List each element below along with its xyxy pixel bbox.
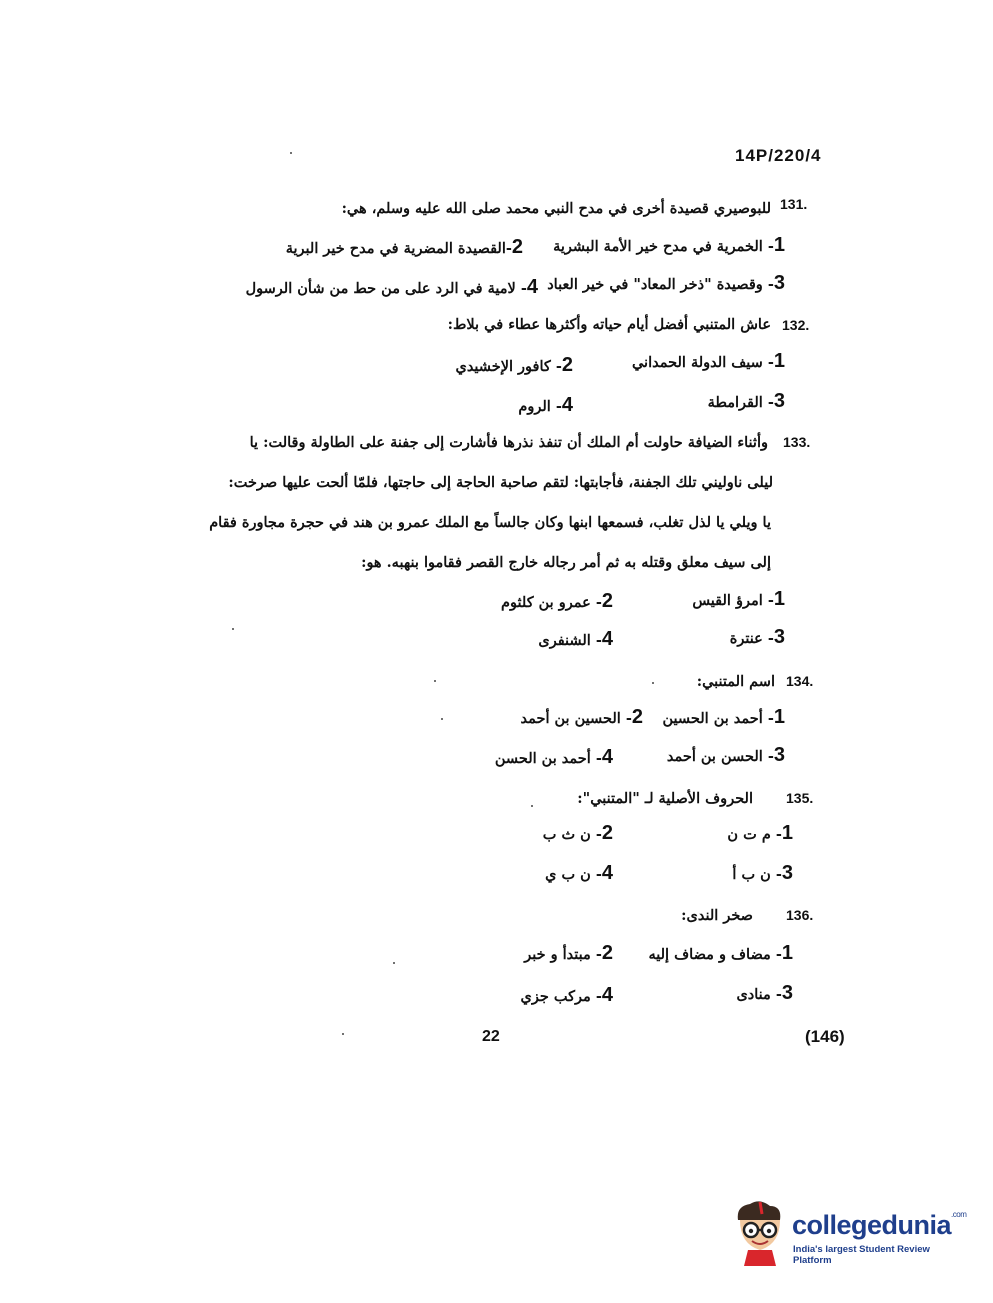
option-1: 1- مضاف و مضاف إليه	[648, 942, 793, 964]
option-3: 3- الحسن بن أحمد	[666, 744, 785, 766]
question-number: 134.	[786, 673, 814, 689]
question-number: 136.	[786, 907, 814, 923]
question-number: 133.	[783, 434, 811, 450]
option-2: 2-القصيدة المضرية في مدح خير البرية	[285, 236, 523, 258]
logo-tagline: India's largest Student Review Platform	[793, 1244, 930, 1266]
question-text-line: وأثناء الضيافة حاولت أم الملك أن تنفذ نذرها فأشارت إلى جفنة على الطاولة وقالت: يا	[249, 434, 768, 451]
scan-speck	[393, 962, 395, 964]
option-2: 2- ن ث ب	[542, 822, 613, 844]
option-3: 3- القرامطة	[707, 390, 785, 412]
page-number: 22	[482, 1028, 500, 1045]
question-text-line: إلى سيف معلق وقتله به ثم أمر رجاله خارج القصر فقاموا بنهبه. هو:	[361, 554, 771, 571]
option-1: 1- امرؤ القيس	[692, 588, 785, 610]
option-4: 4- الشنفرى	[538, 628, 613, 650]
scan-speck	[342, 1033, 344, 1035]
question-number: 132.	[782, 317, 810, 333]
scan-speck	[441, 718, 443, 720]
option-2: 2- عمرو بن كلثوم	[501, 590, 613, 612]
question-text: للبوصيري قصيدة أخرى في مدح النبي محمد صلى الله عليه وسلم، هي:	[341, 200, 771, 217]
scan-speck	[290, 152, 292, 154]
question-text-line: يا ويلي يا لذل تغلب، فسمعها ابنها وكان جالساً مع الملك عمرو بن هند في حجرة مجاورة فقام	[209, 514, 771, 531]
option-1: 1- م ت ن	[727, 822, 793, 844]
scan-speck	[434, 680, 436, 682]
option-2: 2- مبتدأ و خبر	[524, 942, 613, 964]
option-2: 2- الحسين بن أحمد	[520, 706, 643, 728]
question-text-line: ليلى ناوليني تلك الجفنة، فأجابتها: لتقم صاحبة الحاجة إلى حاجتها، فلمّا ألحت عليها صرخت:	[228, 474, 773, 491]
option-3: 3- ن ب أ	[732, 862, 793, 884]
option-4: 4- ن ب ي	[545, 862, 613, 884]
question-text: اسم المتنبي:	[696, 673, 775, 690]
question-text: الحروف الأصلية لـ "المتنبي":	[577, 790, 753, 807]
collegedunia-logo[interactable]	[730, 1200, 970, 1270]
option-1: 1- أحمد بن الحسين	[662, 706, 785, 728]
option-1: 1- الخمرية في مدح خير الأمة البشرية	[553, 234, 785, 256]
scan-speck	[652, 682, 654, 684]
mascot-icon	[730, 1200, 790, 1266]
question-text: صخر الندى:	[681, 907, 753, 924]
scan-speck	[531, 805, 533, 807]
question-text: عاش المتنبي أفضل أيام حياته وأكثرها عطاء في بلاط:	[447, 316, 771, 333]
scan-speck	[232, 628, 234, 630]
footer-code: (146)	[805, 1027, 845, 1046]
option-4: 4- أحمد بن الحسن	[494, 746, 613, 768]
option-2: 2- كافور الإخشيدي	[455, 354, 573, 376]
question-number: 135.	[786, 790, 814, 806]
option-3: 3- عنترة	[729, 626, 785, 648]
option-1: 1- سيف الدولة الحمداني	[631, 350, 785, 372]
option-4: 4- الروم	[518, 394, 573, 416]
option-3: 3- وقصيدة "ذخر المعاد" في خير العباد	[547, 272, 785, 294]
logo-wordmark: collegedunia$^{.com}$	[792, 1210, 967, 1240]
option-4: 4- مركب جزي	[520, 984, 613, 1006]
option-4: 4- لامية في الرد على من حط من شأن الرسول	[245, 276, 538, 298]
option-3: 3- منادى	[736, 982, 793, 1004]
question-number: 131.	[780, 196, 808, 212]
page-code: 14P/220/4	[735, 146, 822, 165]
